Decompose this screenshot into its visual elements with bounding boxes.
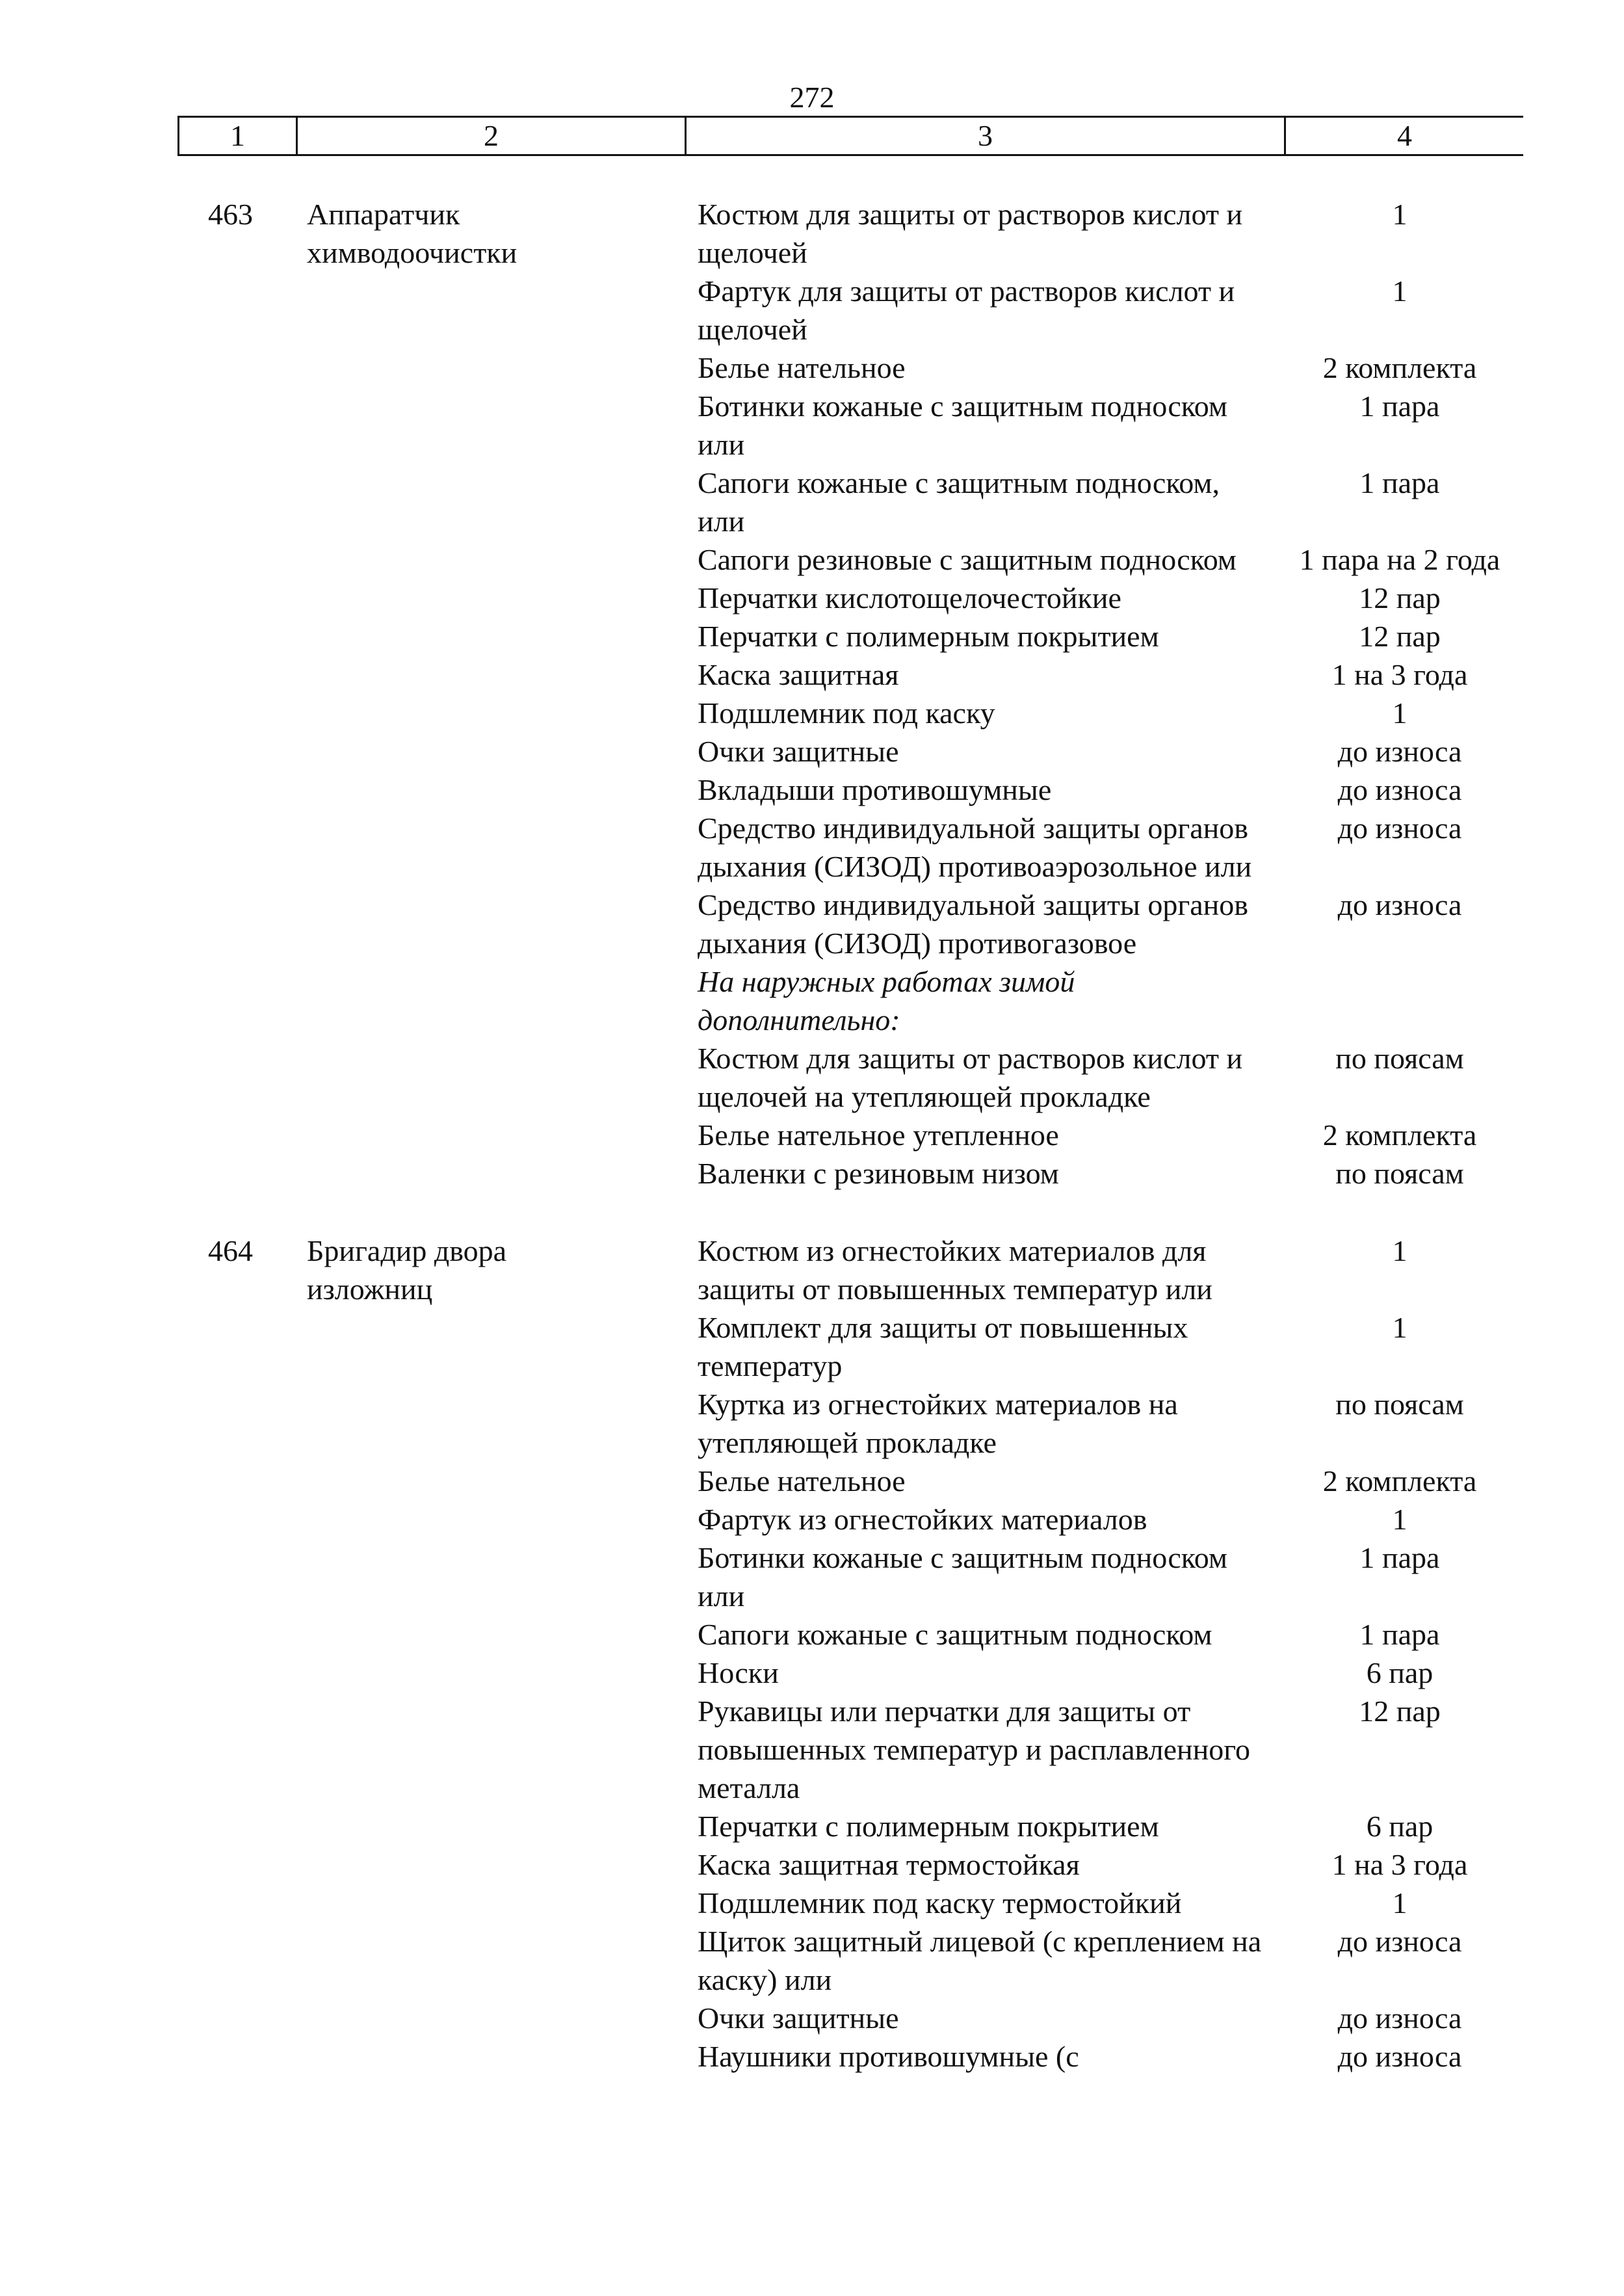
- equipment-name: Сапоги кожаные с защитным подноском, или: [698, 466, 1220, 538]
- issue-norm: до износа: [1337, 2040, 1462, 2073]
- issue-norm: до износа: [1337, 888, 1462, 921]
- equipment-name: Вкладыши противошумные: [698, 773, 1052, 806]
- equipment-name: Ботинки кожаные с защитным подноском или: [698, 389, 1228, 461]
- table-row: [698, 1308, 1543, 1385]
- issue-norm: по поясам: [1335, 1388, 1464, 1421]
- issue-norm: по поясам: [1335, 1157, 1464, 1190]
- equipment-name: Очки защитные: [698, 2001, 899, 2035]
- issue-norm: 1 на 3 года: [1331, 1848, 1468, 1881]
- table-row: [698, 464, 1543, 540]
- table-row: [698, 195, 1543, 272]
- profession-title: Аппаратчик химводоочистки: [307, 198, 517, 269]
- equipment-name: Сапоги кожаные с защитным подноском: [698, 1618, 1212, 1651]
- equipment-name: Валенки с резиновым низом: [698, 1157, 1059, 1190]
- column-header-1: 1: [179, 118, 298, 154]
- issue-norm: 2 комплекта: [1322, 351, 1477, 384]
- table-row: [698, 2037, 1543, 2076]
- equipment-name: Комплект для защиты от повышенных температур: [698, 1311, 1188, 1382]
- table-row: [698, 1538, 1543, 1615]
- issue-norm: 1: [1392, 1886, 1408, 1920]
- equipment-name: Рукавицы или перчатки для защиты от повышенных температур и расплавленного металла: [698, 1695, 1250, 1804]
- equipment-name: Перчатки с полимерным покрытием: [698, 1810, 1159, 1843]
- column-header-3: 3: [687, 118, 1286, 154]
- table-row: [698, 1845, 1543, 1884]
- table-row: [698, 1807, 1543, 1845]
- issue-norm: 1: [1392, 696, 1408, 730]
- equipment-name: Сапоги резиновые с защитным подноском: [698, 543, 1237, 576]
- table-row: [698, 1615, 1543, 1654]
- equipment-name: Костюм для защиты от растворов кислот и щелочей: [698, 198, 1243, 269]
- equipment-name: Белье нательное: [698, 351, 906, 384]
- table-row: [698, 694, 1543, 732]
- issue-norm: до износа: [1337, 1925, 1462, 1958]
- equipment-name: Подшлемник под каску: [698, 696, 995, 730]
- table-row: [698, 1116, 1543, 1154]
- column-header-row: [177, 116, 1523, 156]
- table-row: [698, 1462, 1543, 1500]
- table-row: [698, 387, 1543, 464]
- table-row: [698, 886, 1543, 962]
- table-row: [698, 1500, 1543, 1538]
- equipment-name: Подшлемник под каску термостойкий: [698, 1886, 1182, 1920]
- equipment-name: Щиток защитный лицевой (с креплением на каску) или: [698, 1925, 1262, 1996]
- table-row: [698, 1884, 1543, 1922]
- issue-norm: 1 пара: [1359, 1541, 1440, 1574]
- profession-title: Бригадир двора изложниц: [307, 1234, 507, 1306]
- issue-norm: 1: [1392, 1234, 1408, 1267]
- entry-number: 464: [208, 1234, 253, 1267]
- table-row: [698, 655, 1543, 694]
- issue-norm: по поясам: [1335, 1042, 1464, 1075]
- equipment-list: [698, 1232, 1543, 2076]
- issue-norm: 1 пара: [1359, 1618, 1440, 1651]
- issue-norm: 6 пар: [1366, 1656, 1434, 1689]
- column-header-2: 2: [298, 118, 687, 154]
- equipment-name: Носки: [698, 1656, 779, 1689]
- table-row: [698, 579, 1543, 617]
- issue-norm: 12 пар: [1359, 620, 1441, 653]
- table-body: [0, 195, 1624, 2076]
- table-row: [698, 732, 1543, 771]
- table-row: [698, 1039, 1543, 1116]
- issue-norm: до износа: [1337, 812, 1462, 845]
- equipment-name: Белье нательное утепленное: [698, 1118, 1059, 1152]
- equipment-name: Фартук для защиты от растворов кислот и щелочей: [698, 274, 1235, 346]
- issue-norm: 12 пар: [1359, 1695, 1441, 1728]
- table-row: [698, 272, 1543, 349]
- table-row: [698, 1154, 1543, 1193]
- equipment-name: Средство индивидуальной защиты органов дыхания (СИЗОД) противогазовое: [698, 888, 1248, 960]
- table-row: [698, 962, 1543, 1039]
- issue-norm: 1: [1392, 274, 1408, 308]
- issue-norm: [1276, 962, 1523, 1039]
- issue-norm: 12 пар: [1359, 581, 1441, 614]
- equipment-name: Куртка из огнестойких материалов на утепляющей прокладке: [698, 1388, 1178, 1459]
- table-row: [698, 809, 1543, 886]
- equipment-name: Костюм для защиты от растворов кислот и щелочей на утепляющей прокладке: [698, 1042, 1243, 1113]
- table-row: [698, 617, 1543, 655]
- table-row: [698, 1232, 1543, 1308]
- issue-norm: 1 пара: [1359, 389, 1440, 423]
- equipment-name: Средство индивидуальной защиты органов дыхания (СИЗОД) противоаэрозольное или: [698, 812, 1252, 883]
- table-row: [698, 771, 1543, 809]
- equipment-name: Каска защитная: [698, 658, 899, 691]
- equipment-name: Каска защитная термостойкая: [698, 1848, 1080, 1881]
- equipment-name: Наушники противошумные (с: [698, 2040, 1079, 2073]
- issue-norm: до износа: [1337, 735, 1462, 768]
- issue-norm: 1 пара: [1359, 466, 1440, 499]
- entry-463: [0, 195, 1624, 1193]
- issue-norm: до износа: [1337, 773, 1462, 806]
- equipment-name: Ботинки кожаные с защитным подноском или: [698, 1541, 1228, 1613]
- issue-norm: 2 комплекта: [1322, 1118, 1477, 1152]
- entry-464: [0, 1232, 1624, 2076]
- issue-norm: 1: [1392, 1311, 1408, 1344]
- table-row: [698, 540, 1543, 579]
- equipment-name: Белье нательное: [698, 1464, 906, 1498]
- equipment-name: Очки защитные: [698, 735, 899, 768]
- table-row: [698, 1692, 1543, 1807]
- equipment-name: Фартук из огнестойких материалов: [698, 1503, 1147, 1536]
- equipment-list: [698, 195, 1543, 1193]
- entry-number: 463: [208, 198, 253, 231]
- issue-norm: 6 пар: [1366, 1810, 1434, 1843]
- equipment-name: Перчатки кислотощелочестойкие: [698, 581, 1121, 614]
- issue-norm: 1: [1392, 198, 1408, 231]
- equipment-name: Костюм из огнестойких материалов для защиты от повышенных температур или: [698, 1234, 1212, 1306]
- table-row: [698, 1385, 1543, 1462]
- issue-norm: 1 на 3 года: [1331, 658, 1468, 691]
- equipment-name: Перчатки с полимерным покрытием: [698, 620, 1159, 653]
- table-row: [698, 1999, 1543, 2037]
- column-header-4: 4: [1397, 119, 1412, 152]
- issue-norm: до износа: [1337, 2001, 1462, 2035]
- issue-norm: 1 пара на 2 года: [1299, 543, 1500, 576]
- page-number: 272: [789, 81, 835, 114]
- issue-norm: 2 комплекта: [1322, 1464, 1477, 1498]
- table-row: [698, 1922, 1543, 1999]
- table-row: [698, 349, 1543, 387]
- issue-norm: 1: [1392, 1503, 1408, 1536]
- section-note: На наружных работах зимой дополнительно:: [698, 965, 1075, 1036]
- table-row: [698, 1654, 1543, 1692]
